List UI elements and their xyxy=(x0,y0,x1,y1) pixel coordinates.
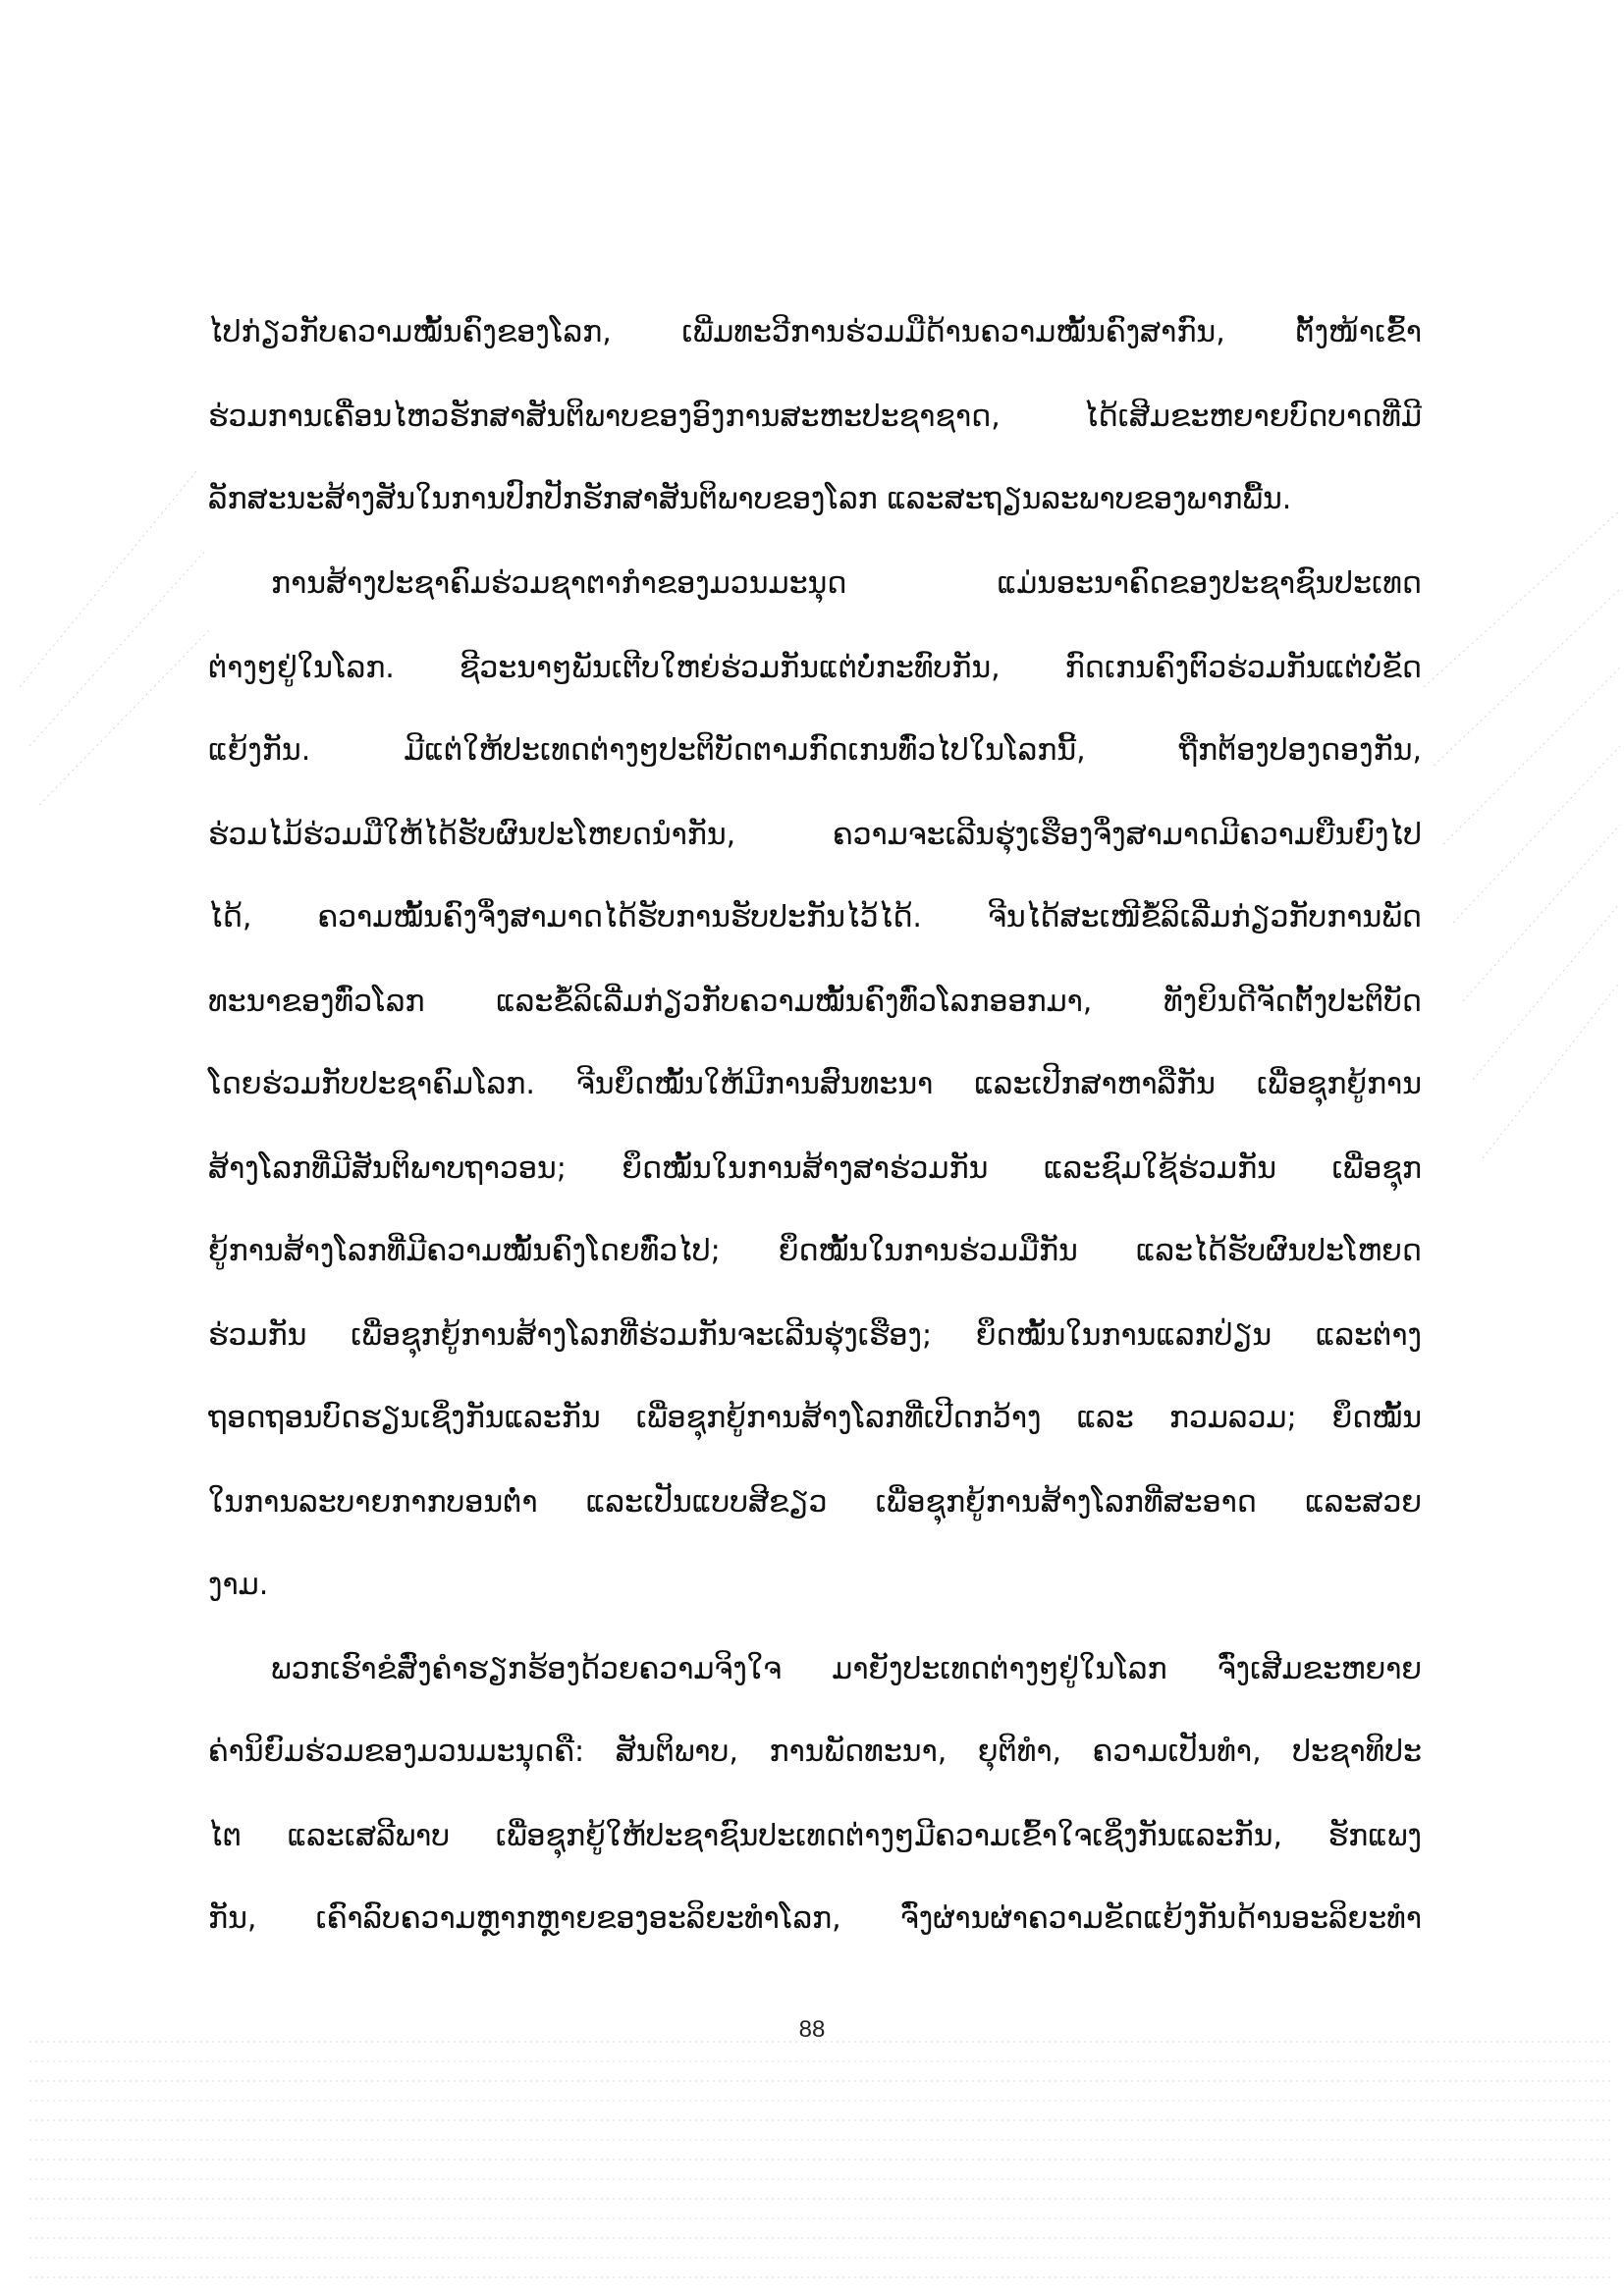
paragraph-line: ກັນ, ເຄົາລົບຄວາມຫຼາກຫຼາຍຂອງອະລິຍະທຳໂລກ, ຈົ່ງຜ່ານຜ່າຄວາມຂັດແຍ້ງກັນດ້ານອະລິຍະທຳ xyxy=(208,1901,1422,1936)
paragraph-line: ທະນາຂອງທົ່ວໂລກ ແລະຂໍ້ລິເລີ່ມກ່ຽວກັບຄວາມໝັ້ນຄົງທົ່ວໂລກອອກມາ, ທັງຍິນດີຈັດຕັ້ງປະຕິບັດ xyxy=(208,985,1422,1019)
paragraph-line: ຮ່ວມກັນ ເພື່ອຊຸກຍູ້ການສ້າງໂລກທີ່ຮ່ວມກັນຈະເລີນຮຸ່ງເຮືອງ; ຍຶດໝັ້ນໃນການແລກປ່ຽນ ແລະຕ່າງ xyxy=(208,1318,1422,1353)
paragraph-first-line: ພວກເຮົາຂໍສົ່ງຄຳຮຽກຮ້ອງດ້ວຍຄວາມຈິງໃຈ ມາຍັງປະເທດຕ່າງໆຢູ່ໃນໂລກ ຈົ່ງເສີມຂະຫຍາຍ xyxy=(271,1652,1422,1686)
paragraph-line: ແຍ້ງກັນ. ມີແຕ່ໃຫ້ປະເທດຕ່າງໆປະຕິບັດຕາມກົດເກນທົ່ວໄປໃນໂລກນີ້, ຖືກຕ້ອງປອງດອງກັນ, xyxy=(208,733,1422,768)
paragraph-first-line: ການສ້າງປະຊາຄົມຮ່ວມຊາຕາກຳຂອງມວນມະນຸດ ແມ່ນອະນາຄົດຂອງປະຊາຊົນປະເທດ xyxy=(271,566,1422,601)
paragraph-line: ໄປກ່ຽວກັບຄວາມໝັ້ນຄົງຂອງໂລກ, ເພີ່ມທະວີການຮ່ວມມືດ້ານຄວາມໝັ້ນຄົງສາກົນ, ຕັ້ງໜ້າເຂົ້າ xyxy=(208,315,1422,349)
paragraph-line: ໄດ້, ຄວາມໝັ້ນຄົງຈຶ່ງສາມາດໄດ້ຮັບການຮັບປະກັນໄວ້ໄດ້. ຈີນໄດ້ສະເໜີຂໍ້ລິເລີ່ມກ່ຽວກັບການພັດ xyxy=(208,900,1422,934)
paragraph-line: ສ້າງໂລກທີ່ມີສັນຕິພາບຖາວອນ; ຍຶດໝັ້ນໃນການສ້າງສາຮ່ວມກັນ ແລະຊົມໃຊ້ຮ່ວມກັນ ເພື່ອຊຸກ xyxy=(208,1151,1422,1186)
paragraph-line: ລັກສະນະສ້າງສັນໃນການປົກປັກຮັກສາສັນຕິພາບຂອງໂລກ ແລະສະຖຽນລະພາບຂອງພາກພື້ນ. xyxy=(208,482,1292,516)
paragraph-line: ຍູ້ການສ້າງໂລກທີ່ມີຄວາມໝັ້ນຄົງໂດຍທົ່ວໄປ; ຍຶດໝັ້ນໃນການຮ່ວມມືກັນ ແລະໄດ້ຮັບຜົນປະໂຫຍດ xyxy=(208,1234,1422,1268)
paragraph-line: ຖອດຖອນບົດຮຽນເຊິ່ງກັນແລະກັນ ເພື່ອຊຸກຍູ້ການສ້າງໂລກທີ່ເປີດກວ້າງ ແລະ ກວມລວມ; ຍຶດໝັ້ນ xyxy=(208,1401,1422,1435)
paragraph-line: ຮ່ວມໄມ້ຮ່ວມມືໃຫ້ໄດ້ຮັບຜົນປະໂຫຍດນຳກັນ, ຄວາມຈະເລີນຮຸ່ງເຮືອງຈຶ່ງສາມາດມີຄວາມຍືນຍົງໄປ xyxy=(208,818,1422,852)
paragraph-line: ໄຕ ແລະເສລີພາບ ເພື່ອຊຸກຍູ້ໃຫ້ປະຊາຊົນປະເທດຕ່າງໆມີຄວາມເຂົ້າໃຈເຊິ່ງກັນແລະກັນ, ຮັກແພງ xyxy=(208,1819,1422,1853)
paragraph-line: ຄ່ານິຍົມຮ່ວມຂອງມວນມະນຸດຄື: ສັນຕິພາບ, ການພັດທະນາ, ຍຸຕິທຳ, ຄວາມເປັນທຳ, ປະຊາທິປະ xyxy=(208,1735,1422,1769)
paragraph-line: ຕ່າງໆຢູ່ໃນໂລກ. ຊີວະນາໆພັນເຕີບໃຫຍ່ຮ່ວມກັນແຕ່ບໍ່ກະທົບກັນ, ກົດເກນຄົງຕົວຮ່ວມກັນແຕ່ບໍ່ຂັດ xyxy=(208,651,1422,685)
paragraph-line: ໂດຍຮ່ວມກັບປະຊາຄົມໂລກ. ຈີນຍຶດໝັ້ນໃຫ້ມີການສົນທະນາ ແລະເປີກສາຫາລືກັນ ເພື່ອຊຸກຍູ້ການ xyxy=(208,1067,1422,1101)
paragraph-line: ໃນການລະບາຍກາກບອນຕ່ຳ ແລະເປັນແບບສີຂຽວ ເພື່ອຊຸກຍູ້ການສ້າງໂລກທີ່ສະອາດ ແລະສວຍ xyxy=(208,1485,1422,1520)
paragraph-last-line: ງາມ. xyxy=(208,1568,269,1602)
page-number: 88 xyxy=(798,2016,826,2043)
paragraph-line: ຮ່ວມການເຄື່ອນໄຫວຮັກສາສັນຕິພາບຂອງອົງການສະຫະປະຊາຊາດ, ໄດ້ເສີມຂະຫຍາຍບົດບາດທີ່ມີ xyxy=(208,400,1422,434)
